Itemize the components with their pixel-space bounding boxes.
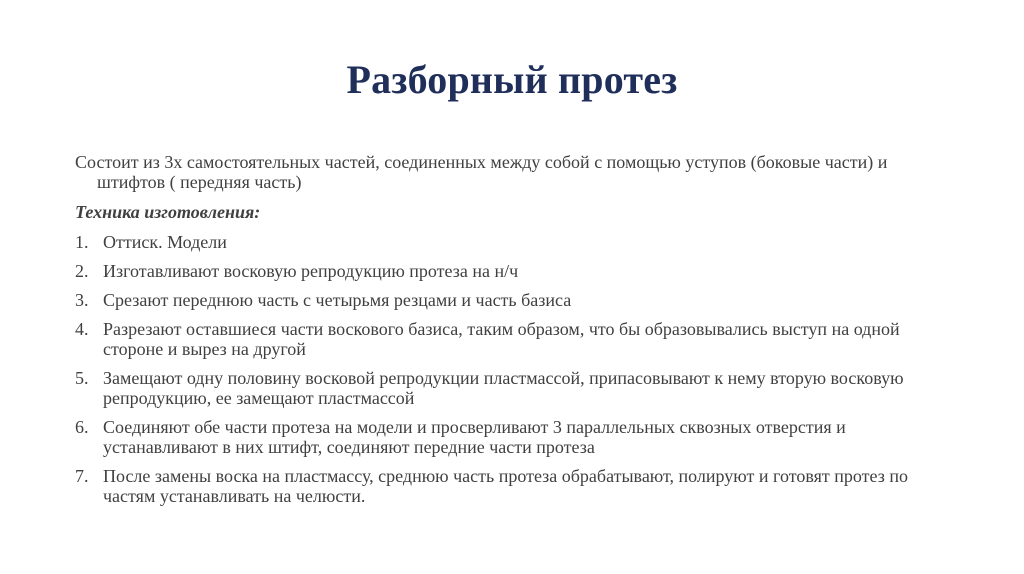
step-text: Изготавливают восковую репродукцию протеза на н/ч <box>103 261 519 281</box>
step-text: После замены воска на пластмассу, среднюю часть протеза обрабатывают, полируют и готовят протез по частям устанавливать на челюсти. <box>103 466 908 506</box>
step-number: 1. <box>75 232 89 252</box>
list-item <box>75 466 955 506</box>
step-text: Замещают одну половину восковой репродукции пластмассой, припасовывают к нему вторую восковую репродукцию, ее замещают пластмассой <box>103 368 904 408</box>
slide-title: Разборный протез <box>346 57 678 102</box>
step-text: Оттиск. Модели <box>103 232 227 252</box>
slide-content <box>75 152 955 515</box>
list-item <box>75 290 955 310</box>
step-number: 4. <box>75 319 89 339</box>
step-text: Разрезают оставшиеся части воскового базиса, таким образом, что бы образовывались выступ на одной стороне и вырез на другой <box>103 319 900 359</box>
step-number: 3. <box>75 290 89 310</box>
intro-paragraph: Состоит из 3х самостоятельных частей, соединенных между собой с помощью уступов (боковые части) и штифтов ( передняя часть) <box>75 152 888 192</box>
steps-list <box>75 232 955 506</box>
list-item <box>75 319 955 359</box>
list-item <box>75 417 955 457</box>
list-item <box>75 368 955 408</box>
list-item <box>75 232 955 252</box>
list-item <box>75 261 955 281</box>
step-number: 7. <box>75 466 89 486</box>
step-text: Срезают переднюю часть с четырьмя резцами и часть базиса <box>103 290 572 310</box>
step-number: 5. <box>75 368 89 388</box>
technique-heading: Техника изготовления: <box>75 202 261 222</box>
step-number: 2. <box>75 261 89 281</box>
step-number: 6. <box>75 417 89 437</box>
step-text: Соединяют обе части протеза на модели и просверливают 3 параллельных сквозных отверстия и устанавливают в них штифт, соединяют передние части протеза <box>103 417 846 457</box>
